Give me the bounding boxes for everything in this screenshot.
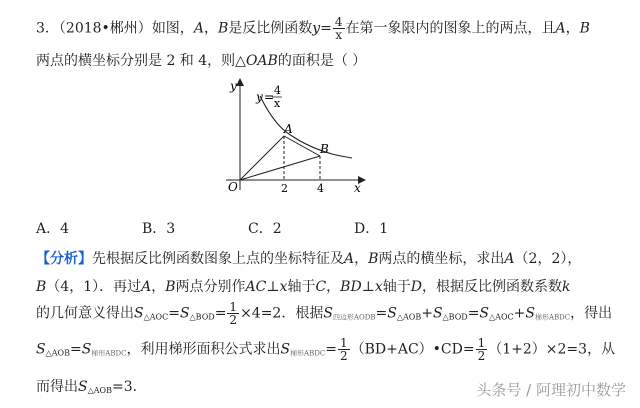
question-line-2: 两点的横坐标分别是 2 和 4，则△OAB的面积是（ ）: [36, 53, 367, 69]
analysis-line-4: $S_{\triangle AOB}=S$梯形ABDC，利用梯形面积公式求出S梯形ABDC= $\frac{1}{2}$ （BD+AC）•CD= $\frac{1}{2}$ （1+2）×2=3，从: [36, 336, 616, 363]
function-y: y: [256, 90, 263, 104]
tick-label-4: 4: [317, 182, 324, 194]
function-num: 4: [274, 84, 281, 97]
watermark: 头条号 / 阿理初中数学: [476, 381, 626, 399]
y-axis-arrow: [236, 78, 244, 86]
point-b-label: B: [320, 142, 329, 156]
choice-a: A．4: [36, 221, 70, 237]
question-line-1: 3．（2018•郴州）如图，A，B是反比例函数y= $\frac{4}{x}$ 在第一象限内的图象上的两点，且A，B: [36, 15, 590, 42]
fraction-one-half-3: $\frac{1}{2}$: [477, 336, 486, 363]
analysis-line-5: 而得出$S_{\triangle AOB}=3$．: [36, 379, 147, 395]
analysis-line-3: 的几何意义得出$S_{\triangle AOC}=S_{\triangle BOD}=$ $\frac{1}{2}$ ×4=2．根据S四边形$AODB=S_{\triangle AOB}+S_{\triangle BOD}=S_{\triangle AOC}+S$梯形ABDC，得出: [36, 300, 613, 327]
segment-AB: [284, 136, 320, 156]
fraction-one-half-2: $\frac{1}{2}$: [339, 336, 348, 363]
choice-b: B．3: [142, 221, 176, 237]
y-axis-label: y: [230, 79, 237, 93]
function-graph: [220, 74, 370, 194]
analysis-tag: 【分析】: [36, 251, 92, 267]
choice-c: C．2: [248, 221, 282, 237]
analysis-line-2: B（4，1）．再过A，B两点分别作AC⊥x轴于C，BD⊥x轴于D，根据反比例函数系数k: [36, 279, 571, 295]
choice-d: D．1: [354, 221, 389, 237]
fraction-4-over-x: $\frac{4}{x}$: [334, 15, 343, 42]
function-eq: =: [264, 90, 275, 104]
fraction-one-half: $\frac{1}{2}$: [229, 300, 238, 327]
x-axis-label: x: [354, 181, 361, 194]
tick-label-2: 2: [281, 182, 288, 194]
point-a-label: A: [284, 122, 293, 136]
function-den: x: [274, 97, 281, 110]
analysis-line-1: 【分析】先根据反比例函数图象上点的坐标特征及A，B两点的横坐标，求出A（2，2），: [36, 251, 582, 267]
origin-label: O: [228, 180, 238, 194]
